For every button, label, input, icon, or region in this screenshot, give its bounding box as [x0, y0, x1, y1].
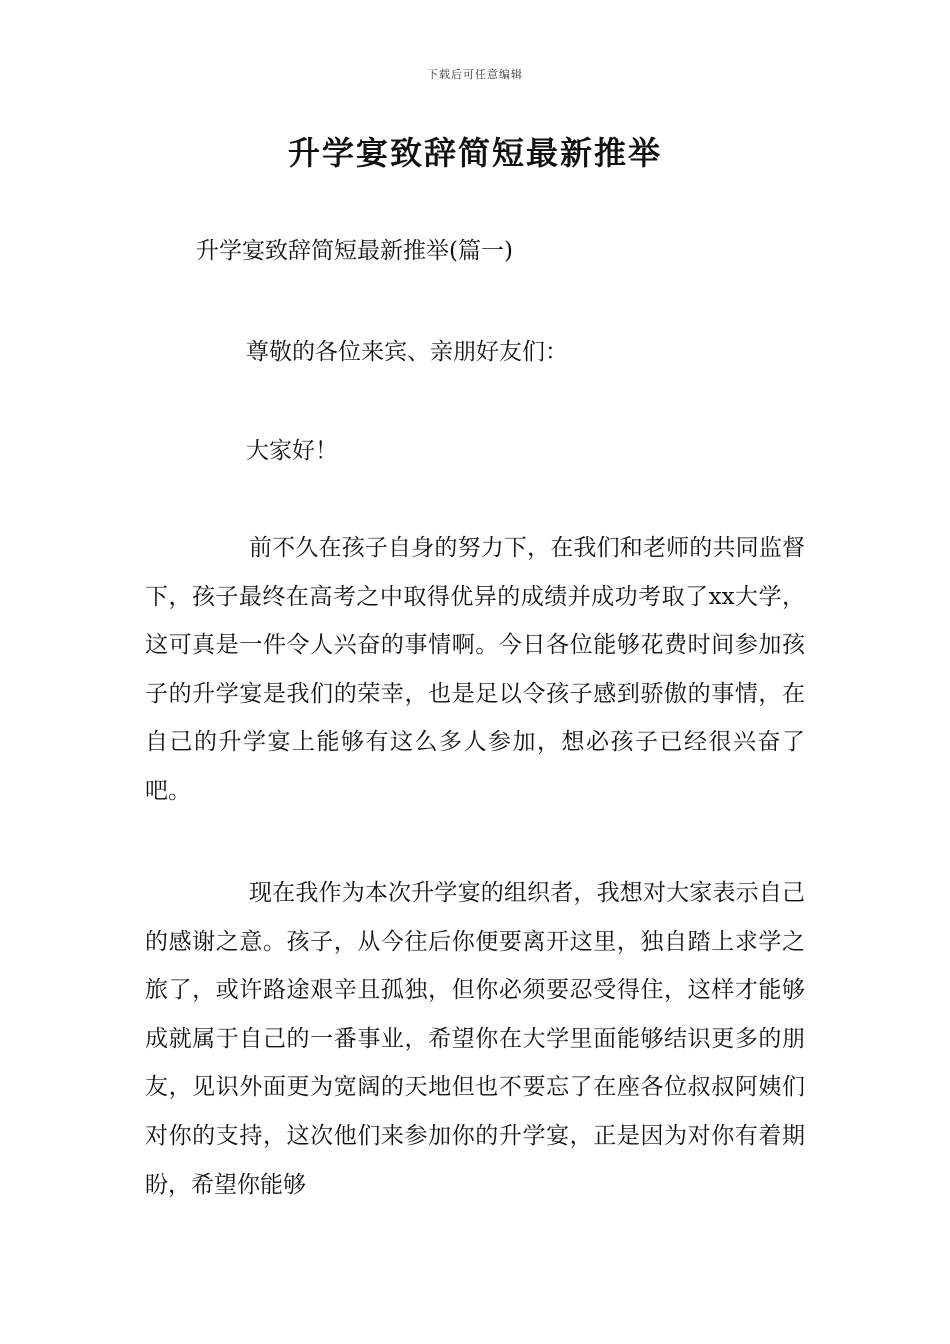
body-paragraph-2: 现在我作为本次升学宴的组织者，我想对大家表示自己的感谢之意。孩子，从今往后你便要离开这里，独自踏上求学之旅了，或许路途艰辛且孤独，但你必须要忍受得住，这样才能够成就属于自己的一番事业，希望你在大学里面能够结识更多的朋友，见识外面更为宽阔的天地但也不要忘了在座各位叔叔阿姨们对你的支持，这次他们来参加你的升学宴，正是因为对你有着期盼，希望你能够 [145, 880, 805, 1198]
greeting-line: 大家好！ [246, 438, 338, 464]
header-note: 下载后可任意编辑 [427, 68, 523, 81]
body-paragraph-1: 前不久在孩子自身的努力下，在我们和老师的共同监督下，孩子最终在高考之中取得优异的成绩并成功考取了xx大学，这可真是一件令人兴奋的事情啊。今日各位能够花费时间参加孩子的升学宴是我们的荣幸，也是足以令孩子感到骄傲的事情，在自己的升学宴上能够有这么多人参加，想必孩子已经很兴奋了吧。 [145, 535, 805, 804]
salutation-line: 尊敬的各位来宾、亲朋好友们： [246, 339, 568, 365]
document-title: 升学宴致辞简短最新推举 [287, 134, 662, 172]
section-heading: 升学宴致辞简短最新推举(篇一) [196, 238, 513, 264]
